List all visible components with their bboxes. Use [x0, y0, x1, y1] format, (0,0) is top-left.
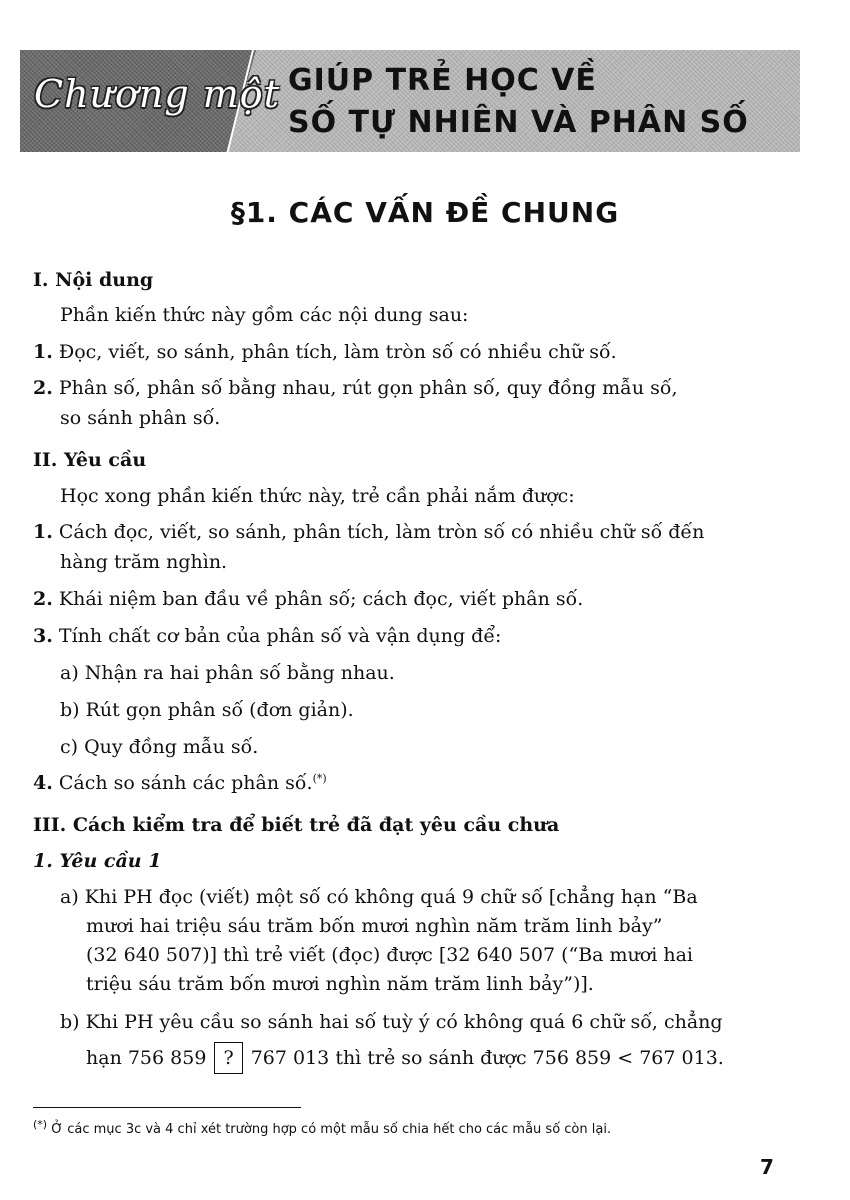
part2-sub-a: a) Nhận ra hai phân số bằng nhau.: [60, 662, 395, 684]
part1-intro: Phần kiến thức này gồm các nội dung sau:: [60, 304, 469, 326]
part2-item1-cont: hàng trăm nghìn.: [60, 551, 228, 573]
chapter-title-line2: SỐ TỰ NHIÊN VÀ PHÂN SỐ: [288, 105, 749, 140]
part3-b-line2: [86, 1042, 724, 1074]
part1-heading: I. Nội dung: [33, 269, 154, 291]
part3-heading: III. Cách kiểm tra để biết trẻ đã đạt yêu cầu chưa: [33, 814, 560, 836]
part1-item1: [33, 340, 617, 364]
footnote-marker: (*): [312, 772, 327, 785]
item-text: Phân số, phân số bằng nhau, rút gọn phân số, quy đồng mẫu số,: [58, 377, 678, 399]
part3-a-line2: mươi hai triệu sáu trăm bốn mươi nghìn năm trăm linh bảy”: [86, 915, 663, 937]
chapter-title: [288, 60, 749, 144]
part3-subheading: 1. Yêu cầu 1: [33, 850, 162, 872]
part2-intro: Học xong phần kiến thức này, trẻ cần phải nắm được:: [60, 485, 575, 507]
part2-item3: [33, 624, 501, 648]
part2-item1: [33, 520, 704, 544]
compare-left-number: hạn 756 859: [86, 1047, 207, 1069]
part2-sub-c: c) Quy đồng mẫu số.: [60, 736, 259, 758]
item-number: 1.: [33, 521, 53, 543]
item-number: 4.: [33, 772, 53, 794]
chapter-label: Chương một: [34, 72, 280, 116]
comparison-box: ?: [214, 1042, 242, 1074]
part3-a-line3: (32 640 507)] thì trẻ viết (đọc) được [32 640 507 (“Ba mươi hai: [86, 944, 693, 966]
section-title: §1. CÁC VẤN ĐỀ CHUNG: [230, 196, 620, 229]
footnote-mark: (*): [33, 1118, 48, 1131]
item-number: 2.: [33, 377, 53, 399]
compare-right-text: 767 013 thì trẻ so sánh được 756 859 < 767 013.: [250, 1047, 724, 1069]
part2-sub-b: b) Rút gọn phân số (đơn giản).: [60, 699, 354, 721]
item-text: Đọc, viết, so sánh, phân tích, làm tròn số có nhiều chữ số.: [58, 341, 617, 363]
item-number: 1.: [33, 341, 53, 363]
part2-item4: [33, 771, 327, 795]
footnote-divider: [33, 1107, 301, 1108]
part1-item2: [33, 376, 678, 400]
item-text: Cách so sánh các phân số.: [58, 772, 313, 794]
footnote-text: Ở các mục 3c và 4 chỉ xét trường hợp có một mẫu số chia hết cho các mẫu số còn lại.: [51, 1122, 612, 1137]
part1-item2-cont: so sánh phân số.: [60, 407, 221, 429]
part2-item2: [33, 587, 583, 611]
chapter-title-line1: GIÚP TRẺ HỌC VỀ: [288, 63, 597, 98]
item-number: 2.: [33, 588, 53, 610]
item-text: Cách đọc, viết, so sánh, phân tích, làm tròn số có nhiều chữ số đến: [58, 521, 705, 543]
chapter-banner: [20, 50, 800, 152]
part3-a-line4: triệu sáu trăm bốn mươi nghìn năm trăm linh bảy”)].: [86, 973, 594, 995]
item-number: 3.: [33, 625, 53, 647]
part2-heading: II. Yêu cầu: [33, 449, 147, 471]
item-text: Khái niệm ban đầu về phân số; cách đọc, viết phân số.: [58, 588, 584, 610]
footnote: [33, 1118, 612, 1137]
part3-a-line1: a) Khi PH đọc (viết) một số có không quá 9 chữ số [chẳng hạn “Ba: [60, 886, 698, 908]
part3-b-line1: b) Khi PH yêu cầu so sánh hai số tuỳ ý có không quá 6 chữ số, chẳng: [60, 1011, 723, 1033]
page-number: 7: [760, 1155, 774, 1179]
item-text: Tính chất cơ bản của phân số và vận dụng để:: [58, 625, 502, 647]
